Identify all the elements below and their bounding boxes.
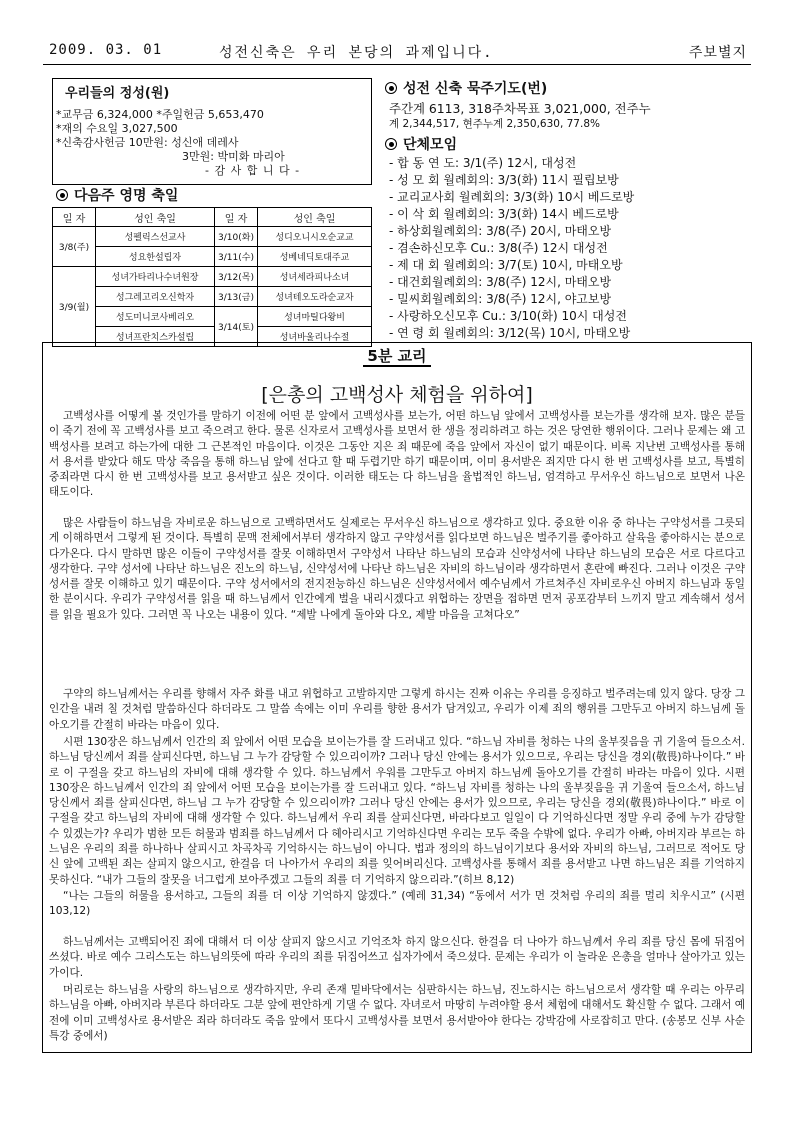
table-row: [53, 267, 372, 287]
column-header: 일 자: [215, 208, 258, 227]
header-section: 주보별지: [688, 45, 747, 61]
paragraph: 머리로는 하느님을 사랑의 하느님으로 생각하지만, 우리 존재 밑바닥에서는 심판하시는 하느님, 진노하시는 하느님으로서 생각할 때 우리는 아무리 하느님을 아빠, 아버지라 부른다 하더라도 그분 앞에 편안하게 기댈 수 없다. 자녀로서 마땅히 누려야할 용서 체험에 대해서도 확신할 수 없다. 그래서 예전에 이미 고백성사로 용서받은 죄라 하더라도 죽음 앞에서 또다시 고백성사를 보면서 용서받아야 한다는 강박감에 사로잡히고 만다. (송봉모 신부 사순특강 중에서): [49, 984, 745, 1042]
header-date: 2009. 03. 01: [49, 42, 163, 58]
catechism-subtitle: [은총의 고백성사 체험을 위하여]: [261, 384, 533, 406]
column-header: 성인 축일: [96, 208, 215, 227]
column-header: 성인 축일: [258, 208, 372, 227]
bullet-circle-icon: [385, 82, 397, 94]
feast-saint: 성녀가타리나수녀원장: [96, 267, 215, 287]
offerings-line: 3만원: 박미화 마리아: [182, 150, 285, 163]
group-item: - 연 령 회 월례회의: 3/12(목) 10시, 마태오방: [389, 326, 631, 340]
bullet-circle-icon: [56, 189, 68, 201]
feast-date: 3/12(목): [215, 267, 258, 287]
paragraph: “나는 그들의 허물을 용서하고, 그들의 죄를 더 이상 기억하지 않겠다.” (예레 31,34) “동에서 서가 먼 것처럼 우리의 죄를 멀리 치우시고” (시편 103,12): [49, 890, 745, 918]
bullet-circle-icon: [385, 138, 397, 150]
feast-date: 3/9(월): [53, 267, 96, 347]
feast-table: [52, 207, 372, 347]
feast-saint: 성녀마틸다왕비: [258, 307, 372, 327]
table-row: [53, 287, 372, 307]
page-header: [43, 38, 751, 65]
group-item: - 밀씨회월례회의: 3/8(주) 12시, 야고보방: [389, 292, 612, 306]
group-item: - 합 동 연 도: 3/1(주) 12시, 대성전: [389, 156, 577, 170]
group-item: - 대건회월례회의: 3/8(주) 12시, 마태오방: [389, 275, 612, 289]
prayer-line: 주간계 6113, 318주차목표 3,021,000, 전주누: [389, 101, 651, 116]
prayer-line: 계 2,344,517, 현주누계 2,350,630, 77.8%: [389, 118, 600, 130]
feast-saint: 성요한설립자: [96, 247, 215, 267]
group-item: - 하상회월례회의: 3/8(주) 20시, 마태오방: [389, 224, 612, 238]
paragraph: 하느님께서는 고백되어진 죄에 대해서 더 이상 살피지 않으시고 기억조차 하지 않으신다. 한걸음 더 나아가 하느님께서 우리 죄를 당신 몸에 뒤집어 쓰셨다. 바로 예수 그리스도는 하느님의뜻에 따라 우리의 죄를 뒤집어쓰고 십자가에서 죽으셨다. 문제는 우리가 이 놀라운 은총을 얼마나 살아가고 있는가이다.: [49, 936, 745, 979]
offerings-line: *교무금 6,324,000 *주일헌금 5,653,470: [56, 108, 264, 121]
paragraph: 많은 사람들이 하느님을 자비로운 하느님으로 고백하면서도 실제로는 무서우신 하느님으로 생각하고 있다. 중요한 이유 중 하나는 구약성서를 그릇되게 이해하면서 그렇게 된 것이다. 특별히 문맥 전체에서부터 생각하지 않고 구약성서를 읽다보면 하느님은 벌주기를 좋아하고 살육을 좋아하시는 분으로 다가온다. 다시 말하면 많은 이들이 구약성서를 잘못 이해하면서 구약성서 나타난 하느님의 모습과 신약성서에 나타난 하느님의 모습은 서로 다르다고 생각한다. 구약 성서에 나타난 하느님은 진노의 하느님, 신약성서에 나타난 하느님은 자비의 하느님이라 생각하면서 혼란에 빠진다. 그러나 이것은 구약성서를 잘못 이해하고 있기 때문이다. 구약 성서에서의 전지전능하신 하느님은 신약성서에서 예수님께서 가르쳐주신 자비로우신 아버지 하느님과 동일한 분이시다. 우리가 구약성서를 읽을 때 하느님께서 인간에게 벌을 내리시겠다고 위협하는 장면을 접하면 먼저 공포감부터 느끼지 말고 계속해서 성서를 읽을 필요가 있다. 그러면 꼭 나오는 내용이 있다. “제발 나에게 돌아와 다오, 제발 마음을 고쳐다오”: [49, 517, 745, 621]
feast-date: 3/14(토): [215, 307, 258, 347]
feast-saint: 성녀프란치스카설립: [96, 327, 215, 347]
offerings-thanks: - 감 사 합 니 다 -: [205, 164, 301, 177]
feast-date: 3/11(수): [215, 247, 258, 267]
groups-title: 단체모임: [403, 137, 458, 153]
offerings-box: [52, 78, 372, 185]
group-item: - 이 삭 회 월례회의: 3/3(화) 14시 베드로방: [389, 207, 619, 221]
group-item: - 교리교사회 월례회의: 3/3(화) 10시 베드로방: [389, 190, 635, 204]
prayer-title: 성전 신축 묵주기도(번): [403, 81, 548, 97]
offerings-title: 우리들의 정성(원): [65, 86, 170, 101]
feast-date: 3/8(주): [53, 227, 96, 267]
offerings-line: *재의 수요일 3,027,500: [56, 122, 178, 135]
groups-heading: [385, 134, 457, 154]
prayer-heading: [385, 78, 547, 98]
table-row: [53, 227, 372, 247]
feast-saint: 성베네딕토대주교: [258, 247, 372, 267]
feast-saint: 성녀세라피나소녀: [258, 267, 372, 287]
column-header: 일 자: [53, 208, 96, 227]
feast-date: 3/10(화): [215, 227, 258, 247]
group-item: - 성 모 회 월례회의: 3/3(화) 11시 필립보방: [389, 173, 619, 187]
table-row: [53, 247, 372, 267]
paragraph: 구약의 하느님께서는 우리를 향해서 자주 화를 내고 위협하고 고발하지만 그렇게 하시는 진짜 이유는 우리를 응징하고 벌주려는데 있지 않다. 당장 그 인간을 내려 칠 것처럼 말씀하신다 하더라도 그 말씀 속에는 이미 우리를 향한 용서가 담겨있고, 우리가 이제 죄의 행위를 그만두고 아버지 하느님께 돌아오기를 간절히 바라는 마음이 있다.: [49, 688, 745, 731]
feast-saint: 성녀테오도라순교자: [258, 287, 372, 307]
group-item: - 사랑하오신모후 Cu.: 3/10(화) 10시 대성전: [389, 309, 627, 323]
group-item: - 겸손하신모후 Cu.: 3/8(주) 12시 대성전: [389, 241, 608, 255]
header-title: 성전신축은 우리 본당의 과제입니다.: [219, 45, 494, 61]
catechism-title: 5분 교리: [43, 345, 751, 366]
feast-date: 3/13(금): [215, 287, 258, 307]
paragraph: 고백성사를 어떻게 볼 것인가를 말하기 이전에 어떤 분 앞에서 고백성사를 보는가, 어떤 하느님 앞에서 고백성사를 보는가를 생각해 보자. 많은 분들이 죽기 전에 꼭 고백성사를 보고 죽으려고 한다. 물론 신자로서 고백성사를 보면서 한 생을 정리하려고 하는 것은 당연한 행위이다. 그러나 문제는 왜 고백성사를 보려고 하는가에 대한 그 근본적인 마음이다. 이것은 그동안 지은 죄 때문에 죽음 앞에서 자신이 없기 때문이다. 비록 지난번 고백성사를 통해서 용서를 받았다 해도 막상 죽음을 통해 하느님 앞에 선다고 할 때 두렵기만 하기 때문이며, 이미 용서받은 죄지만 다시 한 번 고백성사를 보고, 특별히 중죄라면 다시 한 번 고백성사를 보고 용서받고 싶은 것이다. 이러한 태도는 다 하느님을 율법적인 하느님, 엄격하고 무서우신 하느님으로 보면서 나온 태도이다.: [49, 410, 745, 499]
feast-saint: 성도미니코사베리오: [96, 307, 215, 327]
feast-saint: 성그레고리오신학자: [96, 287, 215, 307]
catechism-box: [42, 342, 752, 1053]
feast-saint: 성펠릭스선교사: [96, 227, 215, 247]
paragraph: 시편 130장은 하느님께서 인간의 죄 앞에서 어떤 모습을 보이는가를 잘 드러내고 있다. “하느님 자비를 청하는 나의 울부짖음을 귀 기울여 들으소서. 하느님 당신께서 죄를 살피신다면, 하느님 그 누가 감당할 수 있으리이까? 그러나 당신 안에는 용서가 있으므로, 우리는 당신을 경외(敬畏)하나이다.” 바로 이 구절을 갖고 하느님의 자비에 대해 생각할 수 있다. 하느님께서 우워를 그만두고 아버지 하느님께 돌아오기를 간절히 바라는 마음이 있다. 시편 130장은 하느님께서 인간의 죄 앞에서 어떤 모습을 보이는가를 잘 드러내고 있다. “하느님 자비를 청하는 나의 울부짖음을 귀 기울여 들으소서, 하느님 당신께서 죄를 살피신다면, 하느님 그 누가 감당할 수 있으리이까? 그러나 당신 안에는 용서가 있으므로, 우리는 당신을 경외(敬畏)하나이다.” 바로 이 구절을 갖고 하느님의 자비에 대해 생각할 수 있다. 하느님께서 우리 죄를 살피신다면, 바라다보고 일일이 다 기억하신다면 정말 우리 중에 누가 감당할 수 있겠는가? 우리가 범한 모든 허물과 범죄를 하느님께서 다 헤아리시고 기억하신다면 우리는 모두 죽을 수밖에 없다. 우리가 아빠, 아버지라 부르는 하느님은 우리의 죄를 하나하나 살피시고 차곡차곡 기억하시는 하느님이 아니다. 법과 정의의 하느님이기보다 용서와 자비의 하느님, 그러므로 적어도 당신 앞에 고백된 죄는 살피지 않으시고, 한걸음 더 나아가서 우리의 죄를 잊어버리신다. 고백성사를 통해서 죄를 용서받고 나면 하느님은 죄를 기억하지 못하신다. “내가 그들의 잘못을 너그럽게 보아주겠고 그들의 죄를 더 기억하지 않으리라.”(히브 8,12): [49, 736, 745, 886]
offerings-line: *신축감사헌금 10만원: 성신애 데레사: [56, 136, 239, 149]
feast-saint: 성녀바울리나수절: [258, 327, 372, 347]
group-item: - 제 대 회 월례회의: 3/7(토) 10시, 마태오방: [389, 258, 623, 272]
feast-heading: [56, 185, 178, 205]
table-row: [53, 307, 372, 327]
feast-saint: 성디오니시오순교교: [258, 227, 372, 247]
table-header-row: [53, 208, 372, 227]
feast-title: 다음주 영명 축일: [74, 188, 179, 204]
